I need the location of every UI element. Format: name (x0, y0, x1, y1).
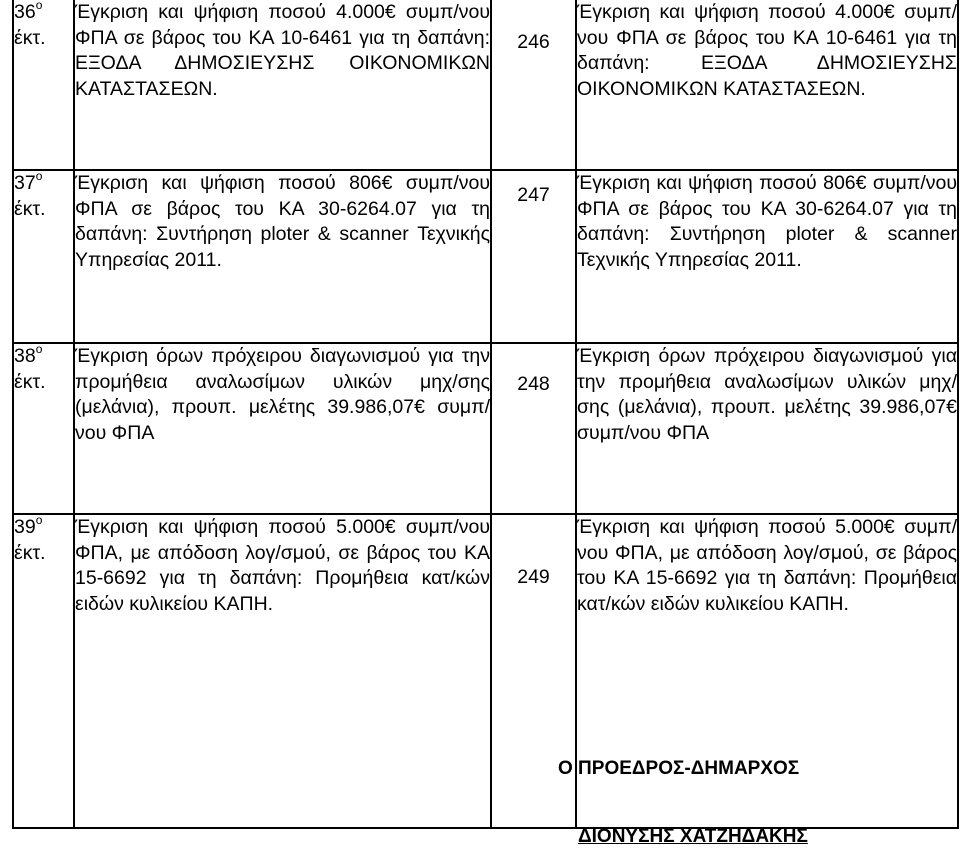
table-row (13, 514, 958, 828)
item-number: 38 (14, 345, 36, 367)
signature-name: ΔΙΟΝΥΣΗΣ ΧΑΤΖΗΔΑΚΗΣ (578, 826, 808, 847)
item-suffix: έκτ. (14, 197, 46, 220)
decision-number: 247 (491, 170, 576, 343)
agenda-table (12, 0, 959, 829)
item-number-cell (13, 343, 74, 514)
item-subject: Έγκριση και ψήφιση ποσού 4.000€ συμπ/νου ΦΠΑ σε βάρος του ΚΑ 10-6461 για τη δαπάνη: ΕΞΟΔΑ ΔΗΜΟΣΙΕΥΣΗΣ ΟΙΚΟΝΟΜΙΚΩΝ ΚΑΤΑΣΤΑΣΕΩΝ. (74, 0, 491, 170)
item-suffix: έκτ. (14, 26, 46, 49)
ordinal-mark: ο (35, 168, 43, 183)
ordinal-mark: ο (35, 0, 43, 12)
decision-number: 249 (491, 514, 576, 828)
table-row (13, 0, 958, 170)
decision-subject: Έγκριση και ψήφιση ποσού 5.000€ συμπ/νου ΦΠΑ, με απόδοση λογ/σμού, σε βάρος του ΚΑ 15-6692 για τη δαπάνη: Προμήθεια κατ/κών ειδών κυλικείου ΚΑΠΗ. (576, 514, 958, 828)
table-row (13, 343, 958, 514)
item-number: 37 (14, 172, 36, 194)
decision-number: 248 (491, 343, 576, 514)
signature-title: Ο ΠΡΟΕΔΡΟΣ-ΔΗΜΑΡΧΟΣ (558, 758, 800, 779)
item-number-cell (13, 170, 74, 343)
item-number: 36 (14, 1, 36, 23)
item-number-cell (13, 514, 74, 828)
decision-subject: Έγκριση όρων πρόχειρου διαγωνισμού για την προμήθεια αναλωσίμων υλικών μηχ/σης (μελάνια), προυπ. μελέτης 39.986,07€ συμπ/νου ΦΠΑ (576, 343, 958, 514)
ordinal-mark: ο (35, 341, 43, 356)
decision-subject: Έγκριση και ψήφιση ποσού 806€ συμπ/νου ΦΠΑ σε βάρος του ΚΑ 30-6264.07 για τη δαπάνη: Συντήρηση ploter & scanner Τεχνικής Υπηρεσίας 2011. (576, 170, 958, 343)
item-subject: Έγκριση όρων πρόχειρου διαγωνισμού για την προμήθεια αναλωσίμων υλικών μηχ/σης (μελάνια), προυπ. μελέτης 39.986,07€ συμπ/νου ΦΠΑ (74, 343, 491, 514)
decision-subject: Έγκριση και ψήφιση ποσού 4.000€ συμπ/νου ΦΠΑ σε βάρος του ΚΑ 10-6461 για τη δαπάνη: ΕΞΟΔΑ ΔΗΜΟΣΙΕΥΣΗΣ ΟΙΚΟΝΟΜΙΚΩΝ ΚΑΤΑΣΤΑΣΕΩΝ. (576, 0, 958, 170)
decision-number: 246 (491, 0, 576, 170)
item-subject: Έγκριση και ψήφιση ποσού 5.000€ συμπ/νου ΦΠΑ, με απόδοση λογ/σμού, σε βάρος του ΚΑ 15-6692 για τη δαπάνη: Προμήθεια κατ/κών ειδών κυλικείου ΚΑΠΗ. (74, 514, 491, 828)
item-subject: Έγκριση και ψήφιση ποσού 806€ συμπ/νου ΦΠΑ σε βάρος του ΚΑ 30-6264.07 για τη δαπάνη: Συντήρηση ploter & scanner Τεχνικής Υπηρεσίας 2011. (74, 170, 491, 343)
item-number-cell (13, 0, 74, 170)
item-number: 39 (14, 516, 36, 538)
table-row (13, 170, 958, 343)
item-suffix: έκτ. (14, 370, 46, 393)
item-suffix: έκτ. (14, 541, 46, 564)
ordinal-mark: ο (35, 512, 43, 527)
